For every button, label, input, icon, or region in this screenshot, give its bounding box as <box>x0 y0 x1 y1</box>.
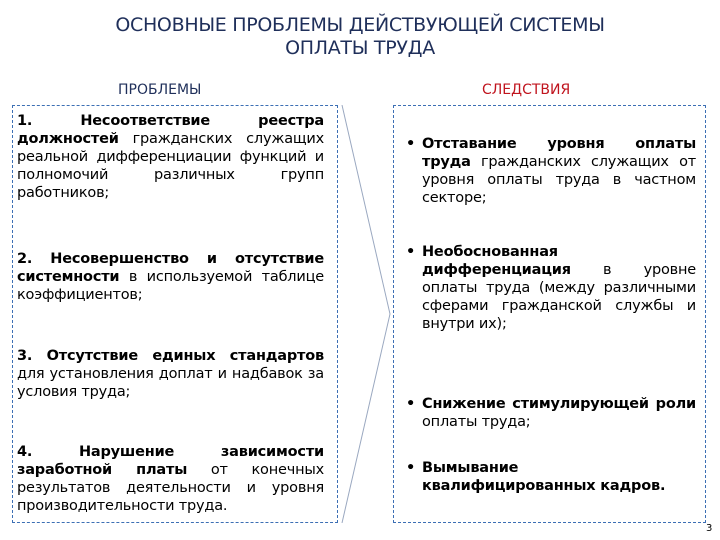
chevron-arrow-icon <box>340 105 395 523</box>
consequence-item-2 <box>404 243 696 333</box>
problem-item-1 <box>17 112 324 202</box>
page-number: 3 <box>706 523 713 534</box>
problem-1-bold: 1. Несоответствие реестра должностей <box>17 113 324 147</box>
problem-4-bold: 4. Нарушение зависимости заработной платы <box>17 444 324 478</box>
title-line-1: ОСНОВНЫЕ ПРОБЛЕМЫ ДЕЙСТВУЮЩЕЙ СИСТЕМЫ <box>115 14 605 36</box>
consequence-1-text: гражданских служащих от уровня оплаты труда в частном секторе; <box>422 154 696 206</box>
bullet-icon: • <box>406 460 416 476</box>
problem-3-text: для установления доплат и надбавок за условия труда; <box>17 366 324 400</box>
problem-item-3 <box>17 347 324 401</box>
consequence-item-1 <box>404 135 696 207</box>
problem-2-text: в используемой таблице коэффициентов; <box>17 269 324 303</box>
consequence-2-text: в уровне оплаты труда (между различными сферами гражданской службы и внутри их); <box>422 262 696 332</box>
consequence-item-3 <box>404 395 696 431</box>
problem-item-4 <box>17 443 324 515</box>
problem-4-text: от конечных результатов деятельности и уровня производительности труда. <box>17 462 325 514</box>
problem-2-bold: 2. Несовершенство и отсутствие системности <box>17 251 324 285</box>
consequence-4-bold: Вымывание квалифицированных кадров. <box>422 460 666 494</box>
consequences-heading: СЛЕДСТВИЯ <box>482 82 571 98</box>
problem-item-2 <box>17 250 324 304</box>
title-line-2: ОПЛАТЫ ТРУДА <box>285 37 435 59</box>
bullet-icon: • <box>406 244 416 260</box>
consequence-3-text: оплаты труда; <box>422 414 531 430</box>
consequence-item-4 <box>404 459 696 495</box>
bullet-icon: • <box>406 136 416 152</box>
problems-heading: ПРОБЛЕМЫ <box>118 82 202 98</box>
bullet-icon: • <box>406 396 416 412</box>
consequence-3-bold: Снижение стимулирующей роли <box>422 396 696 412</box>
consequence-1-bold: Отставание уровня оплаты труда <box>422 136 696 170</box>
consequence-2-bold: Необоснованная дифференциация <box>422 244 571 278</box>
problem-3-bold: 3. Отсутствие единых стандартов <box>17 348 324 364</box>
problem-1-text: гражданских служащих реальной дифференциации функций и полномочий различных групп работников; <box>17 131 324 201</box>
page-title <box>0 14 720 60</box>
